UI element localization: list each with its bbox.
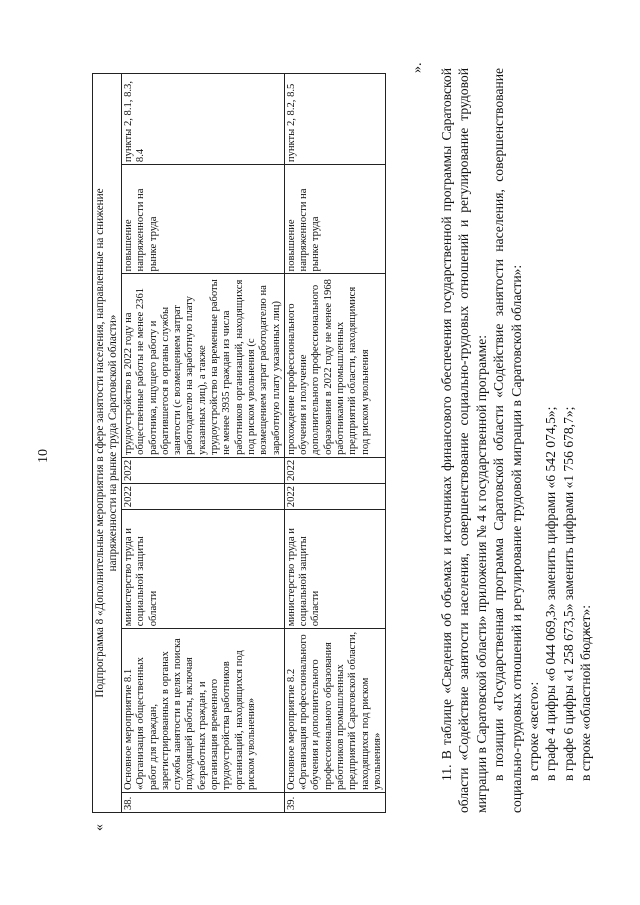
- executor: министерство труда и социальной защиты области: [284, 510, 385, 629]
- row-number: 39.: [284, 793, 385, 813]
- end-year: 2022: [284, 457, 385, 483]
- paragraph: в строке «областной бюджет»:: [578, 604, 594, 781]
- open-quote: «: [92, 824, 107, 831]
- measure-name: Основное мероприятие 8.2 «Организация профессионального обучения и дополнительного профессионального образования работников промышленных предприятий Саратовской области, находящихся под риском увольнения»: [284, 629, 385, 793]
- consequence: повышение напряженности на рынке труда: [284, 165, 385, 274]
- paragraph: в строке «всего»:: [526, 681, 542, 781]
- table-header-row: [93, 74, 122, 813]
- indicators: пункты 2, 8.2, 8.5: [284, 74, 385, 165]
- paragraph: в графе 4 цифры «6 044 069,3» заменить цифрами «6 542 074,5»;: [543, 406, 559, 781]
- program-table: [92, 73, 386, 813]
- executor: министерство труда и социальной защиты области: [122, 510, 285, 629]
- start-year: 2022: [284, 484, 385, 510]
- paragraph: в графе 6 цифры «1 258 673,5» заменить цифрами «1 756 678,7»;: [560, 406, 576, 781]
- paragraph: 11. В таблице «Сведения об объемах и источниках финансового обеспечения государственной программы Саратовской области «Содействие занятости населения, совершенствование социально-трудовых отношений и регулирование трудовой миграции в Саратовской области» приложения № 4 к государственной программе:: [439, 68, 489, 813]
- end-year: 2022: [122, 457, 285, 483]
- expected-result: прохождение профессионального обучения и получение дополнительного профессионального образования в 2022 году не менее 1968 работниками промышленных предприятий области, находящимися под риском увольнения: [284, 274, 385, 457]
- measure-name: Основное мероприятие 8.1 «Организация общественных работ для граждан, зарегистрированных в органах службы занятости в целях поиска подходящей работы, включая безработных граждан, и организация временного трудоустройства работников организаций, находящихся под риском увольнения»: [122, 629, 285, 793]
- expected-result: трудоустройство в 2022 году на общественные работы не менее 2361 работника, ищущего работу и обратившегося в органы службы занятости (с возмещением затрат работодателю на заработную плату указанных лиц), а также трудоустройство на временные работы не менее 3935 граждан из числа работников организаций, находящихся под риском увольнения (с возмещением затрат работодателю на заработную плату указанных лиц): [122, 274, 285, 457]
- paragraph: в позиции «Государственная программа Саратовской области «Содействие занятости населения, совершенствование социально-трудовых отношений и регулирование трудовой миграции в Саратовской области»:: [491, 68, 524, 813]
- indicators: пункты 2, 8.1, 8.3, 8.4: [122, 74, 285, 165]
- table-row: [122, 74, 285, 813]
- start-year: 2022: [122, 484, 285, 510]
- body-text: [438, 68, 595, 813]
- subprogram-header: Подпрограмма 8 «Дополнительные мероприятия в сфере занятости населения, направленные на снижение напряженности на рынке труда Саратовской области»: [93, 74, 122, 813]
- page-number: 10: [36, 449, 51, 463]
- close-quote: ».: [410, 62, 425, 73]
- consequence: повышение напряженности на рынке труда: [122, 165, 285, 274]
- table-row: [284, 74, 385, 813]
- row-number: 38.: [122, 793, 285, 813]
